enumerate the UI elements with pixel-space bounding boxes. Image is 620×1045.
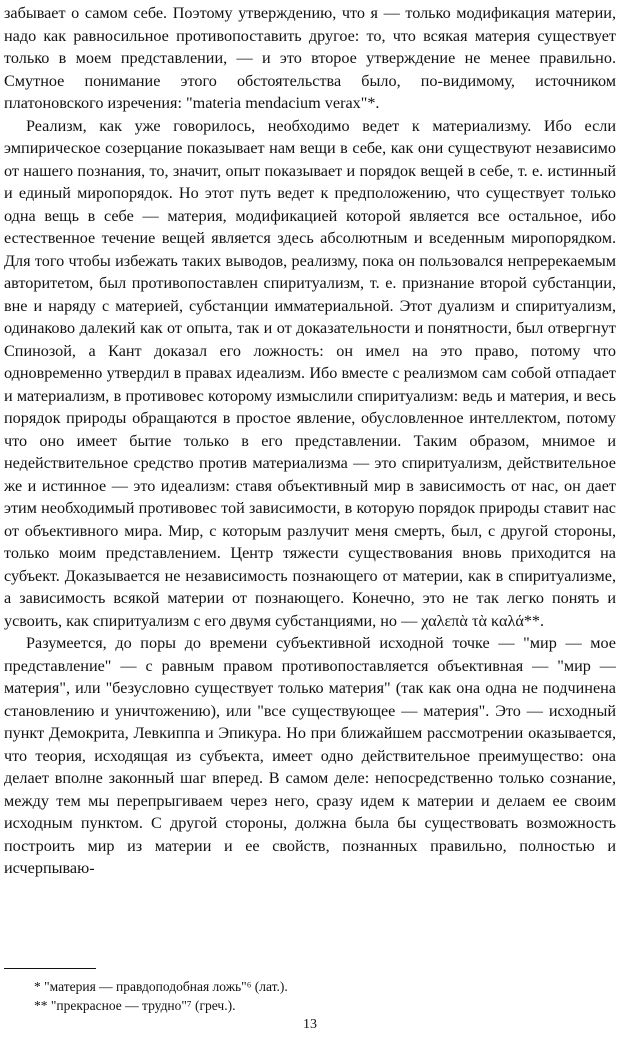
paragraph: забывает о самом себе. Поэтому утверждению, что я — только модификация материи, надо как равносильное противопоставить другое: то, что всякая материя существует только в моем представлении, — и это второе утверждение не менее правильно. Смутное понимание этого обстоятельства было, по-видимому, источником платоновского изречения: "materia mendacium verax"*. bbox=[4, 4, 616, 112]
page-number: 13 bbox=[303, 1017, 317, 1032]
paragraph: Реализм, как уже говорилось, необходимо ведет к материализму. Ибо если эмпирическое созерцание показывает нам вещи в себе, как они существуют независимо от нашего познания, то, значит, опыт показывает и порядок вещей в себе, т. е. истинный и единый миропорядок. Но этот путь ведет к предположению, что существует только одна вещь в себе — материя, модификацией которой является все остальное, ибо естественное течение вещей является здесь абсолютным и вседенным миропорядком. Для того чтобы избежать таких выводов, реализму, пока он пользовался непререкаемым авторитетом, был противопоставлен спиритуализм, т. е. признание второй субстанции, вне и наряду с материей, субстанции имматериальной. Этот дуализм и спиритуализм, одинаково далекий как от опыта, так и от доказательности и понятности, был отвергнут Спинозой, а Кант доказал его ложность: он имел на это право, потому что одновременно утвердил в правах идеализм. Ибо вместе с реализмом сам собой отпадает и материализм, в противовес которому измыслили спиритуализм: ведь и материя, и весь порядок природы обращаются в простое явление, обусловленное интеллектом, потому что оно имеет бытие только в его представлении. Таким образом, мнимое и недействительное средство против материализма — это спиритуализм, действительное же и истинное — это идеализм: ставя объективный мир в зависимость от нас, он дает этим необходимый противовес той зависимости, в которую порядок природы ставит нас от объективного мира. Мир, с которым разлучит меня смерть, был, с другой стороны, только моим представлением. Центр тяжести существования вновь приходится на субъект. Доказывается не независимость познающего от материи, как в спиритуализме, а зависимость всякой материи от познающего. Конечно, это не так легко понять и усвоить, как спиритуализм с его двумя субстанциями, но — χαλεπὰ τὰ καλά**. bbox=[4, 116, 616, 630]
footnote: ** "прекрасное — трудно"⁷ (греч.). bbox=[34, 998, 236, 1013]
footnotes bbox=[4, 968, 504, 1015]
footnote: * "материя — правдоподобная ложь"⁶ (лат.). bbox=[34, 979, 288, 994]
paragraph: Разумеется, до поры до времени субъективной исходной точке — "мир — мое представление" — с равным правом противопоставляется объективная — "мир — материя", или "безусловно существует только материя" (так как она одна не подчинена становлению и уничтожению), или "все существующее — материя". Это — исходный пункт Демокрита, Левкиппа и Эпикура. Но при ближайшем рассмотрении оказывается, что теория, исходящая из субъекта, имеет одно действительное преимущество: она делает вполне законный шаг вперед. В самом деле: непосредственно только сознание, между тем мы перепрыгиваем через него, сразу идем к материи и делаем ее своим исходным пунктом. С другой стороны, должна была бы существовать возможность построить мир из материи и ее свойств, познанных правильно, полностью и исчерпываю- bbox=[4, 634, 616, 877]
body-text bbox=[4, 2, 616, 880]
footnote-separator bbox=[4, 968, 96, 969]
